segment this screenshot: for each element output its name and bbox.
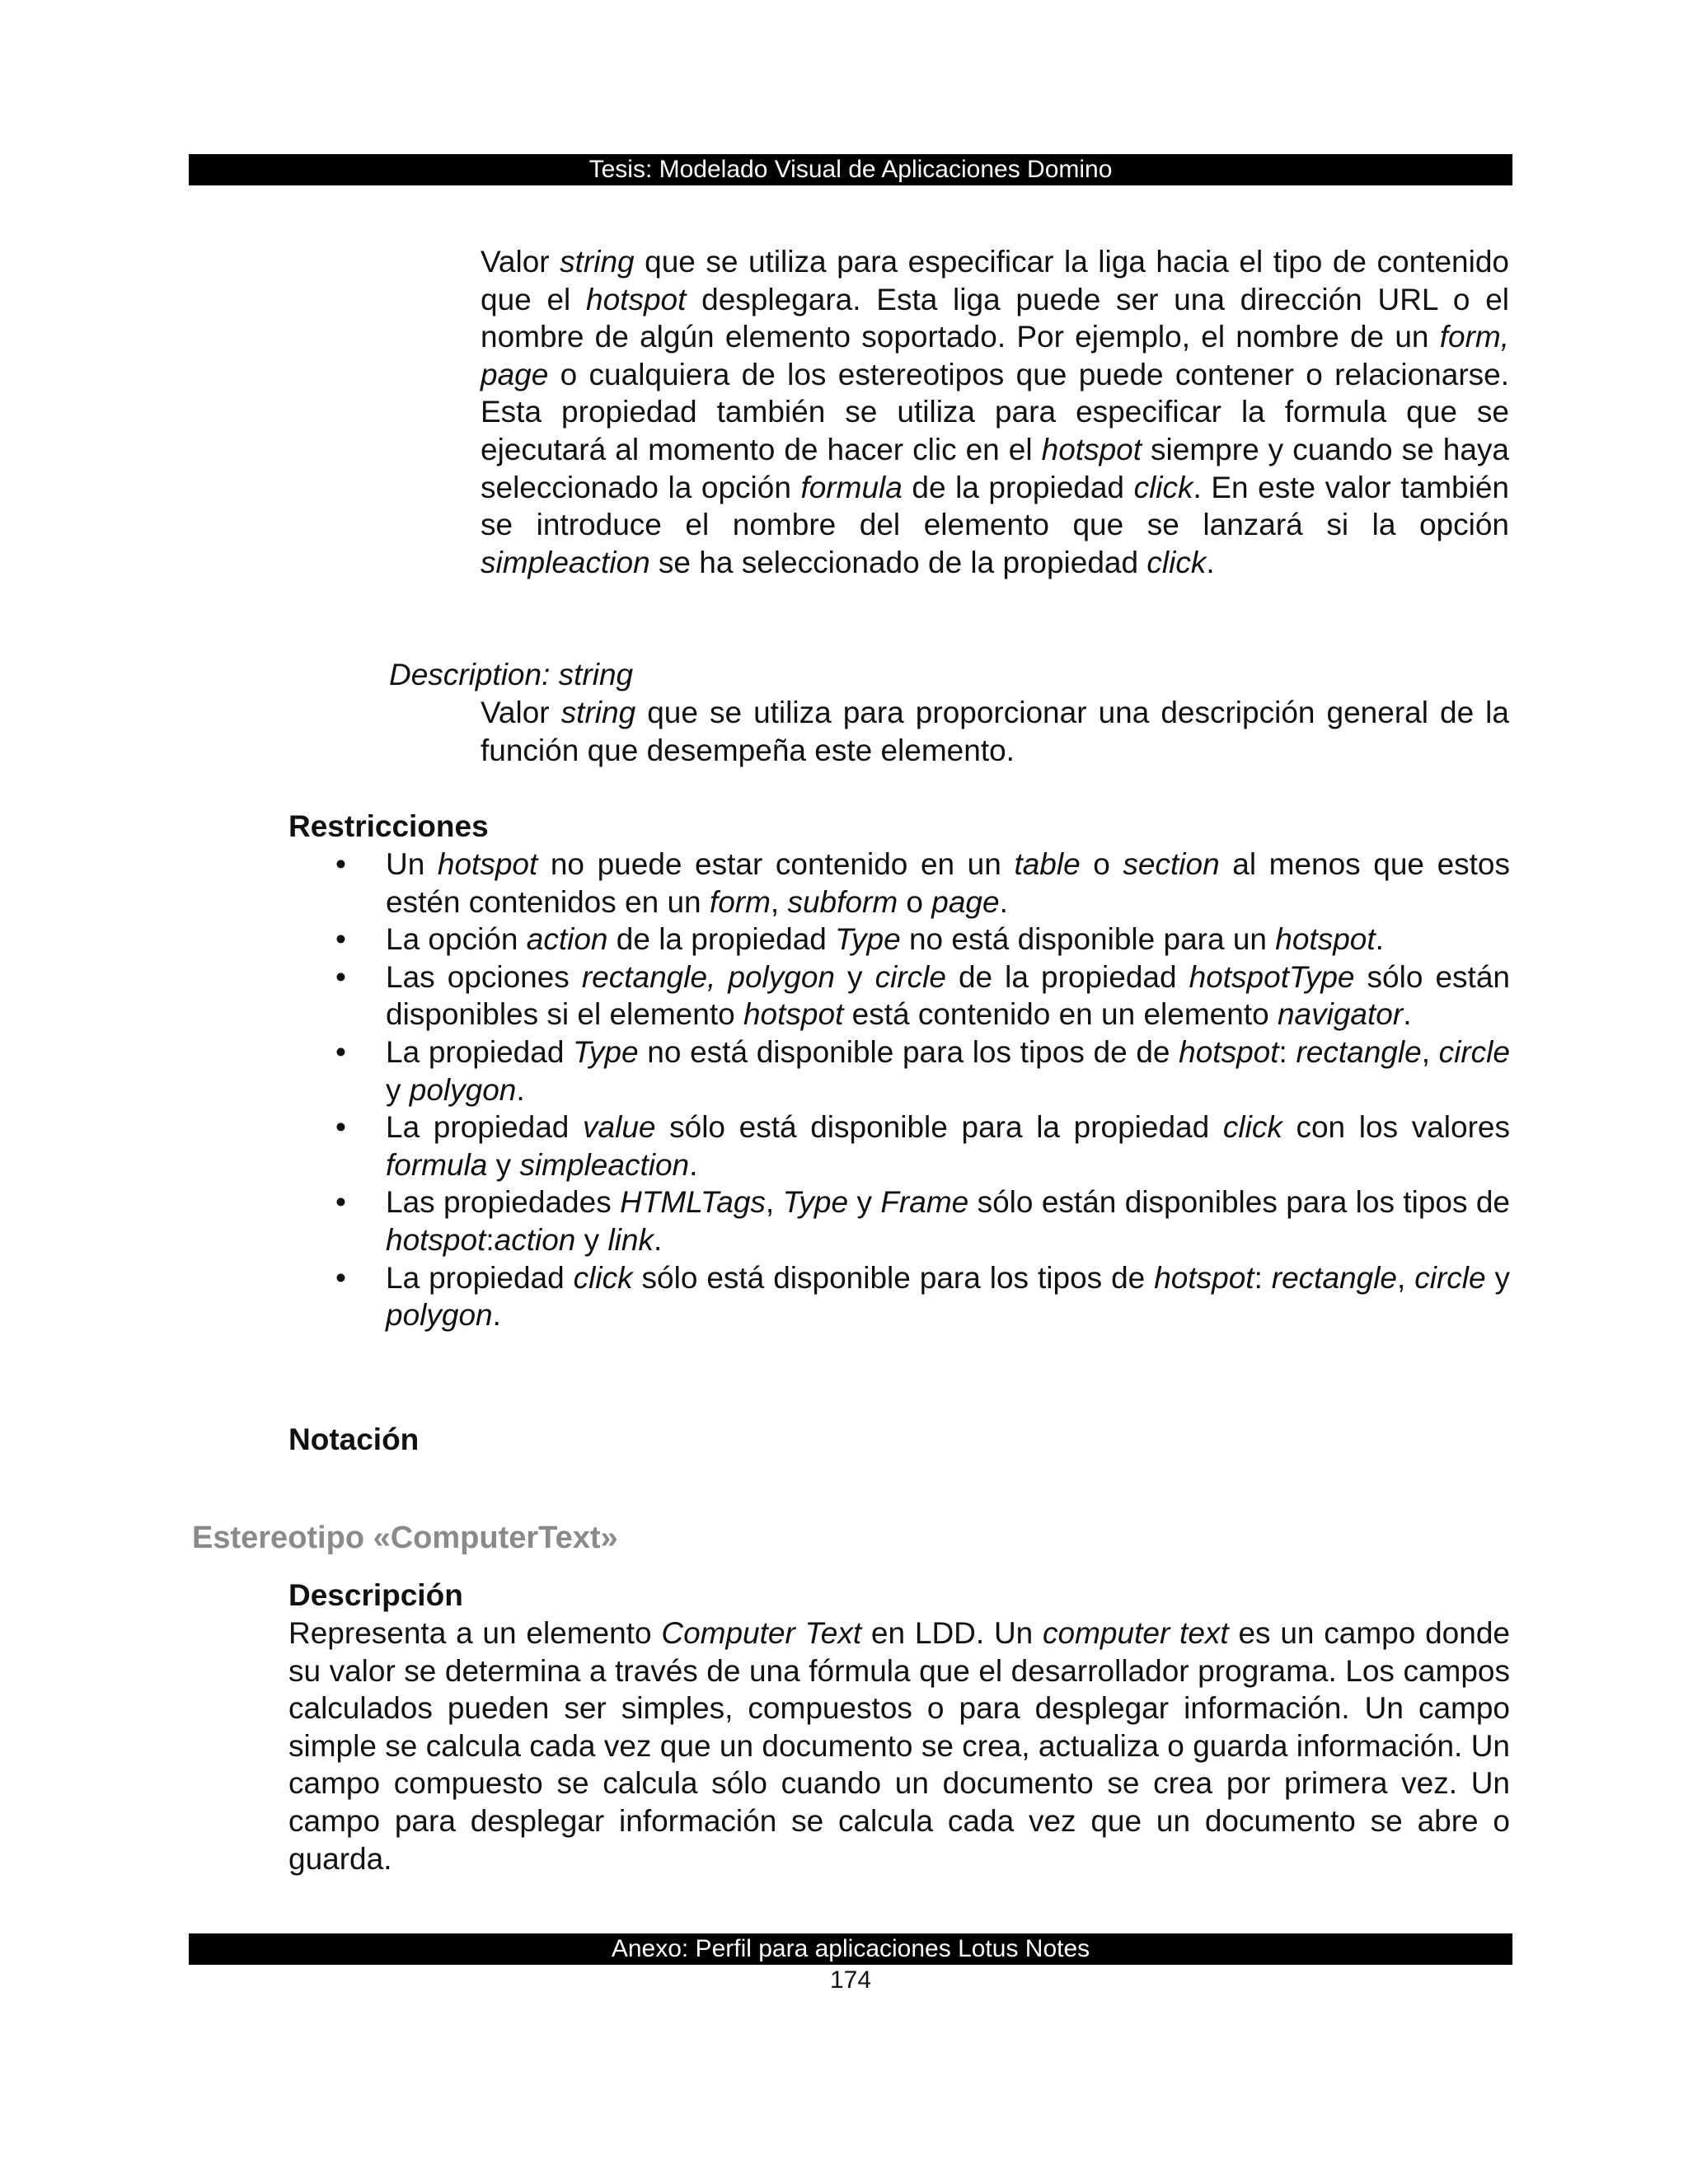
description-property-paragraph: Valor string que se utiliza para proporcionar una descripción general de la función que desempeña este elemento.	[481, 696, 1509, 767]
restricciones-heading: Restricciones	[288, 809, 489, 843]
bullet-icon: •	[335, 959, 346, 994]
list-item: • Las propiedades HTMLTags, Type y Frame sólo están disponibles para los tipos de hotspot:action y link.	[335, 1185, 1510, 1257]
list-item: • La opción action de la propiedad Type no está disponible para un hotspot.	[288, 921, 1510, 958]
stereotype-heading: Estereotipo «ComputerText»	[192, 1521, 618, 1555]
bullet-icon: •	[335, 1034, 346, 1069]
list-item: • La propiedad value sólo está disponible para la propiedad click con los valores formula y simpleaction.	[335, 1110, 1510, 1182]
page-footer: Anexo: Perfil para aplicaciones Lotus Notes	[189, 1933, 1512, 1965]
description-property-label: Description: string	[389, 658, 634, 691]
notacion-heading: Notación	[288, 1422, 420, 1456]
restricciones-list	[288, 846, 1510, 1334]
bullet-icon: •	[335, 847, 346, 881]
bullet-icon: •	[335, 1260, 346, 1295]
list-item: • Un hotspot no puede estar contenido en un table o section al menos que estos estén contenidos en un form, subform o page.	[335, 847, 1511, 919]
bullet-icon: •	[335, 1185, 346, 1220]
descripcion-heading: Descripción	[288, 1578, 463, 1612]
target-description-paragraph: Valor string que se utiliza para especificar la liga hacia el tipo de contenido que el hotspot desplegara. Esta liga puede ser una dirección URL o el nombre de algún elemento soportado. Por ejemplo, el nombre de un form, page o cualquiera de los estereotipos que puede contener o relacionarse. Esta propiedad también se utiliza para especificar la formula que se ejecutará al momento de hacer clic en el hotspot siempre y cuando se haya seleccionado la opción formula de la propiedad click. En este valor también se introduce el nombre del elemento que se lanzará si la opción simpleaction se ha seleccionado de la propiedad click.	[481, 245, 1509, 579]
stereotype-description-paragraph: Representa a un elemento Computer Text en LDD. Un computer text es un campo donde su valor se determina a través de una fórmula que el desarrollador programa. Los campos calculados pueden ser simples, compuestos o para desplegar información. Un campo simple se calcula cada vez que un documento se crea, actualiza o guarda información. Un campo compuesto se calcula sólo cuando un documento se crea por primera vez. Un campo para desplegar información se calcula cada vez que un documento se abre o guarda.	[288, 1616, 1510, 1876]
page-header: Tesis: Modelado Visual de Aplicaciones Domino	[189, 154, 1512, 185]
list-item: • La propiedad Type no está disponible para los tipos de de hotspot: rectangle, circle y polygon.	[335, 1034, 1510, 1107]
list-item: • La propiedad click sólo está disponible para los tipos de hotspot: rectangle, circle y polygon.	[335, 1260, 1510, 1333]
bullet-icon: •	[335, 922, 346, 957]
page-number: 174	[829, 1966, 872, 1994]
bullet-icon: •	[335, 1110, 346, 1145]
list-item: • Las opciones rectangle, polygon y circle de la propiedad hotspotType sólo están disponibles si el elemento hotspot está contenido en un elemento navigator.	[335, 959, 1510, 1032]
